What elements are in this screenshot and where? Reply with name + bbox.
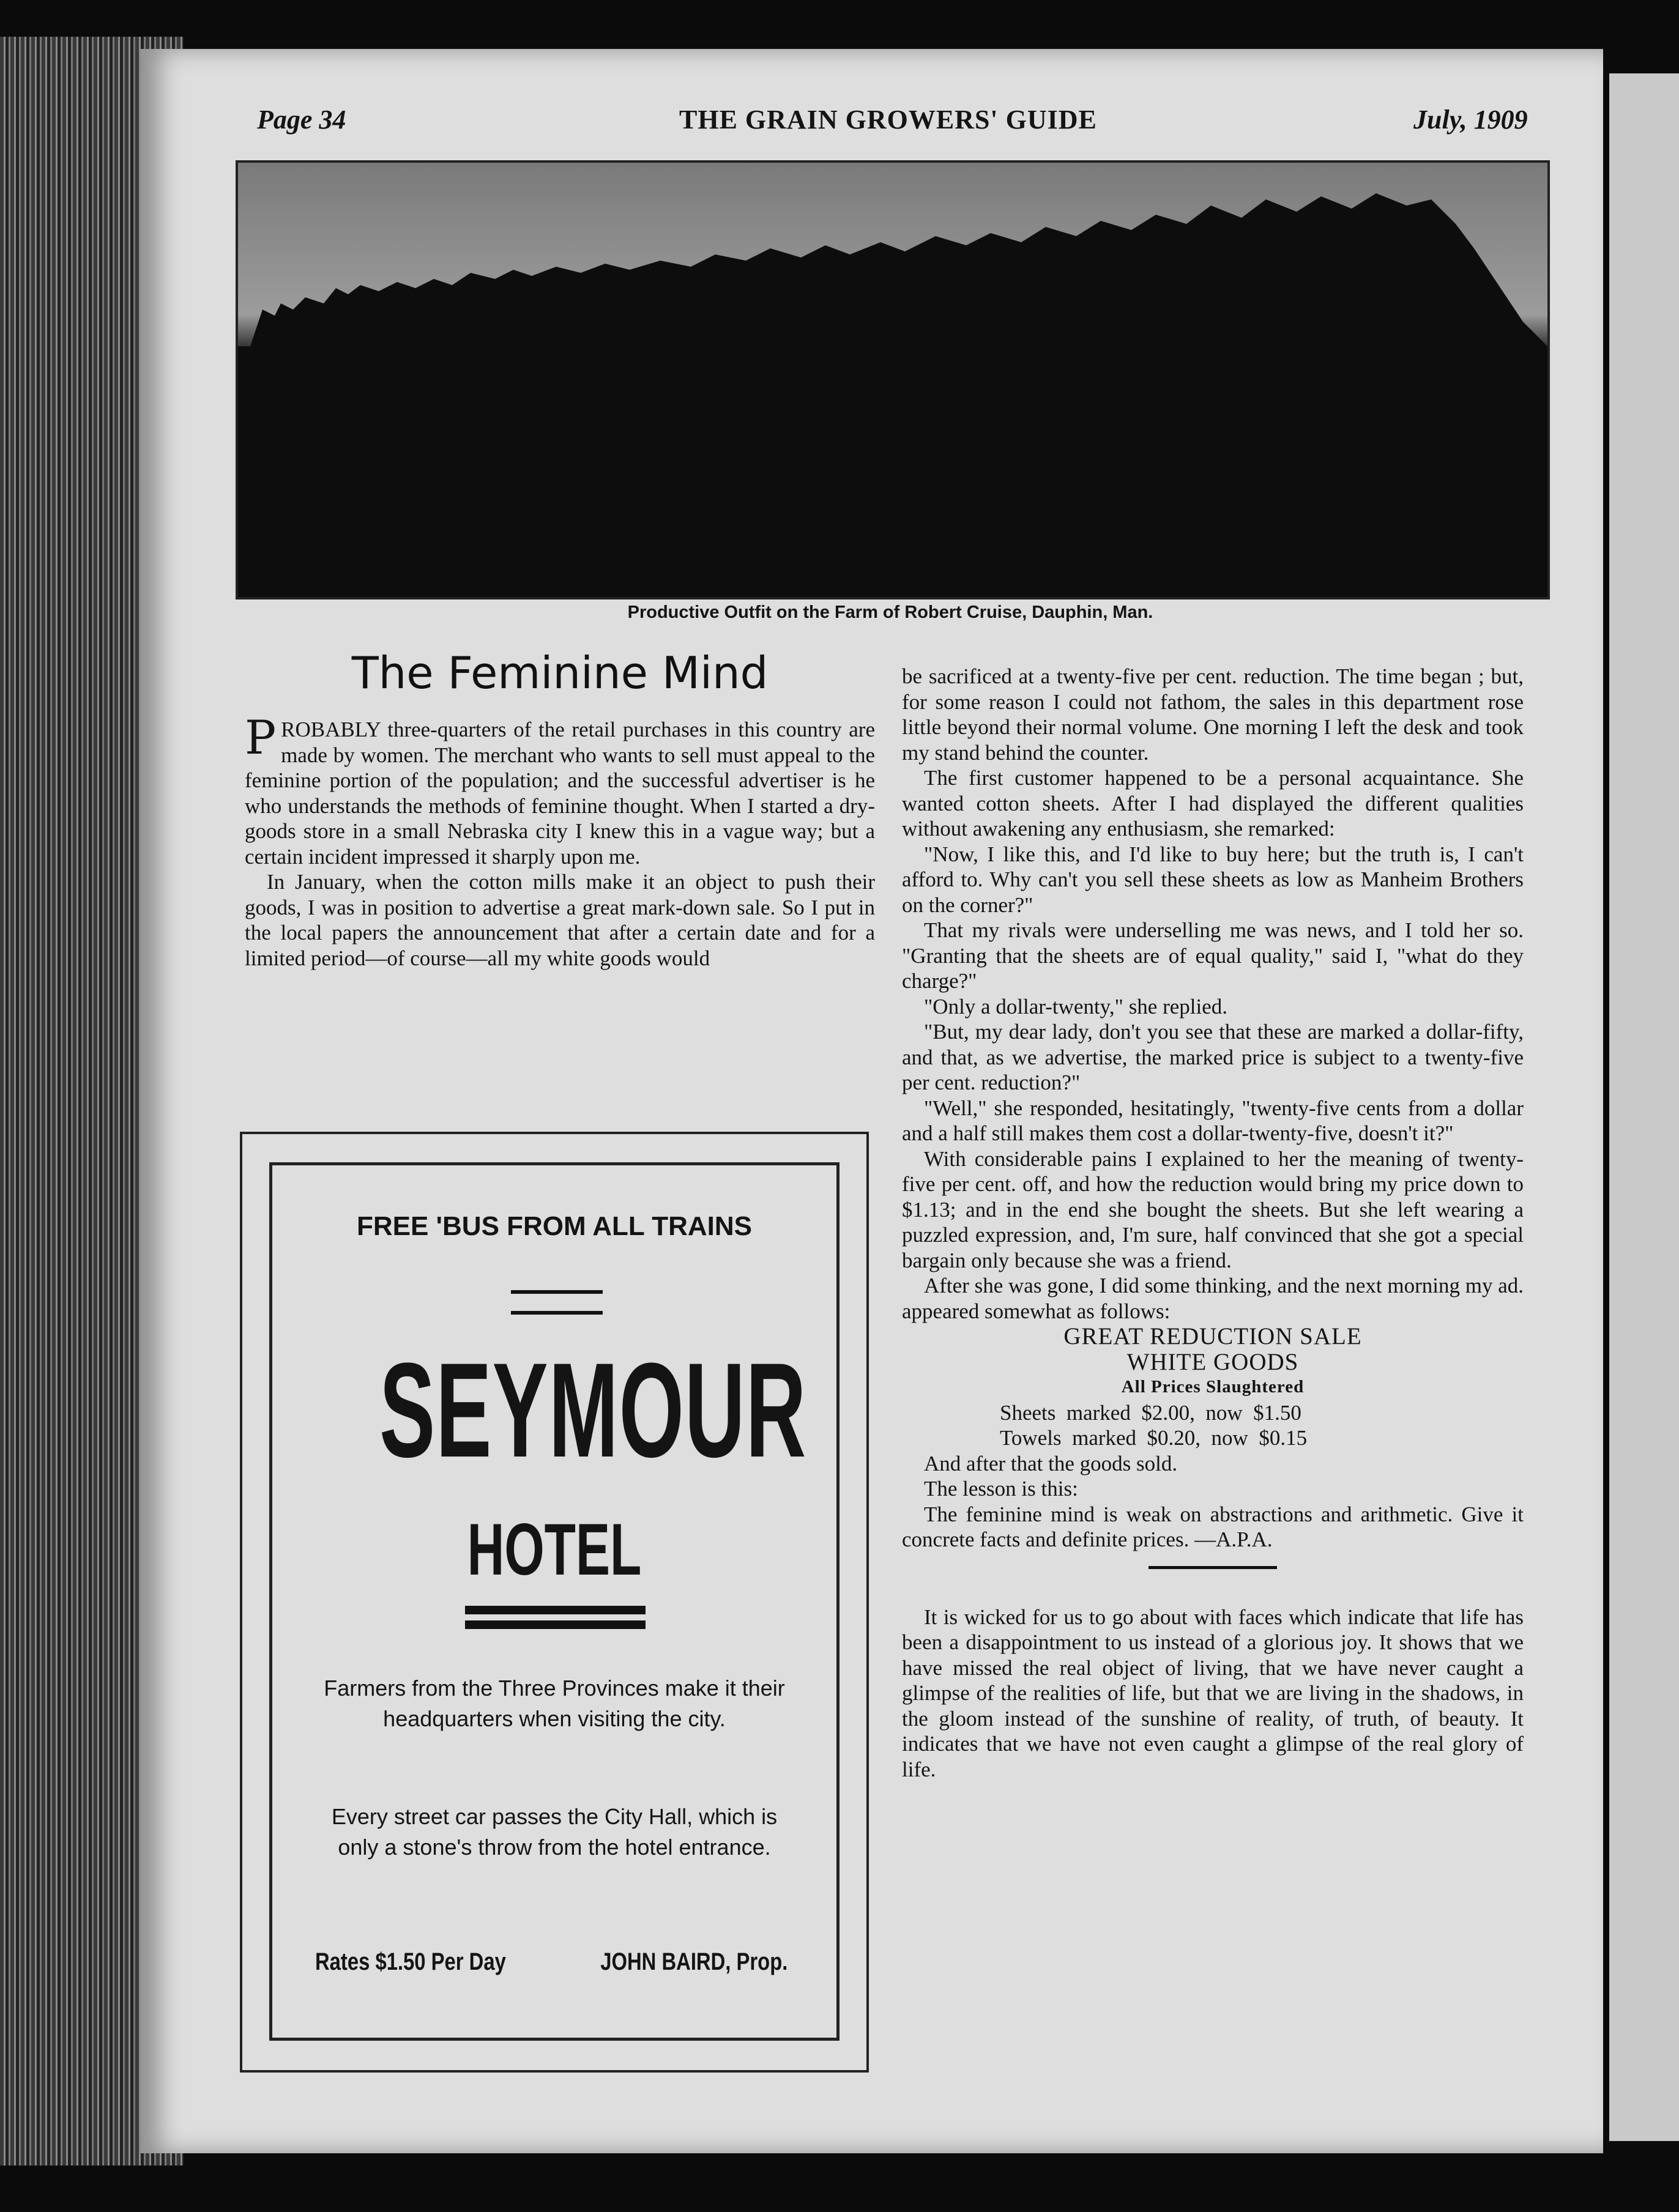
filler-paragraph: It is wicked for us to go about with faces which indicate that life has been a disappointment to us instead of a glorious joy. It shows that we have missed the real object of living, that we have never caught a glimpse of the realities of life, but that we are living in the shadows, in the gloom instead of the sunshine of reality, of truth, of beauty. It indicates that we have not even caught a glimpse of the real glory of life. — [902, 1605, 1524, 1781]
section-divider — [1148, 1566, 1277, 1569]
ad-paragraph-streetcar: Every street car passes the City Hall, which is only a stone's throw from the hotel entrance. — [331, 1804, 778, 1860]
ad-proprietor: JOHN BAIRD, Prop. — [600, 1948, 787, 1975]
article-paragraph: With considerable pains I explained to her the meaning of twenty-five per cent. off, and how the reduction would bring my price down to $1.13; and in the end she bought the sheets. But she left wearing a puzzled expression, and, I'm sure, half convinced that she got a special bargain only because she was a friend. — [902, 1146, 1524, 1272]
sale-tagline: All Prices Slaughtered — [1121, 1377, 1305, 1397]
article-paragraph: The lesson is this: — [924, 1477, 1078, 1501]
publication-title: THE GRAIN GROWERS' GUIDE — [679, 105, 1097, 135]
sale-price-row: Towels marked $0.20, now $0.15 — [1000, 1426, 1308, 1450]
issue-date: July, 1909 — [1413, 105, 1528, 135]
sale-price-row: Sheets marked $2.00, now $1.50 — [1000, 1400, 1301, 1425]
article-paragraph: The first customer happened to be a personal acquaintance. She wanted cotton sheets. After I had displayed the different qualities without awakening any enthusiasm, she remarked: — [902, 766, 1524, 841]
adjacent-page-edge — [1609, 73, 1679, 2141]
ad-hotel-name: SEYMOUR — [379, 1335, 807, 1485]
ad-double-rule — [511, 1290, 603, 1315]
sale-headline: GREAT REDUCTION SALE — [1063, 1323, 1362, 1349]
article-paragraph: "Well," she responded, hesitatingly, "twenty-five cents from a dollar and a half still makes them cost a dollar-twenty-five, doesn't it?" — [902, 1096, 1524, 1145]
farm-photo — [236, 160, 1550, 599]
sale-advert-example — [902, 1324, 1524, 1451]
article-paragraph: The feminine mind is weak on abstractions and arithmetic. Give it concrete facts and definite prices. —A.P.A. — [902, 1502, 1524, 1551]
article-column-2 — [902, 664, 1524, 1782]
ad-heavy-rules — [465, 1606, 646, 1635]
article-paragraph: be sacrificed at a twenty-five per cent. reduction. The time began ; but, for some reason I could not fathom, the sales in this department rose little beyond their normal volume. One morning I left the desk and took my stand behind the counter. — [902, 664, 1524, 765]
article-paragraph: That my rivals were underselling me was news, and I told her so. "Granting that the sheets are of equal quality," said I, "what do they charge?" — [902, 918, 1524, 993]
sale-subheadline: WHITE GOODS — [1126, 1348, 1299, 1375]
drop-cap: P — [245, 710, 277, 765]
ad-paragraph-farmers: Farmers from the Three Provinces make it their headquarters when visiting the city. — [324, 1676, 785, 1731]
article-paragraph: "Now, I like this, and I'd like to buy here; but the truth is, I can't afford to. Why can't you sell these sheets as low as Manheim Brothers on the corner?" — [902, 842, 1524, 917]
article-paragraph — [245, 710, 875, 869]
article-paragraph: "Only a dollar-twenty," she replied. — [924, 994, 1228, 1019]
ad-free-bus-line: FREE 'BUS FROM ALL TRAINS — [356, 1211, 752, 1241]
article-paragraph: And after that the goods sold. — [924, 1451, 1178, 1475]
page-number: Page 34 — [257, 105, 346, 135]
article-column-1 — [245, 710, 875, 971]
ad-hotel-word: HOTEL — [467, 1509, 642, 1590]
article-paragraph: In January, when the cotton mills make it an object to push their goods, I was in position to advertise a great mark-down sale. So I put in the local papers the announcement that after a certain date and for a limited period—of course—all my white goods would — [245, 870, 875, 970]
article-title: The Feminine Mind — [351, 647, 769, 699]
article-paragraph: "But, my dear lady, don't you see that these are marked a dollar-fifty, and that, as we advertise, the marked price is subject to a twenty-five per cent. reduction?" — [902, 1020, 1524, 1094]
photo-caption: Productive Outfit on the Farm of Robert Cruise, Dauphin, Man. — [627, 603, 1153, 622]
ad-rates: Rates $1.50 Per Day — [315, 1948, 506, 1975]
hotel-advertisement — [269, 1162, 840, 2041]
paragraph-text: ROBABLY three-quarters of the retail purchases in this country are made by women. The merchant who wants to sell must appeal to the feminine portion of the population; and the successful advertiser is he who understands the methods of feminine thought. When I started a dry-goods store in a small Nebraska city I knew this in a vague way; but a certain incident impressed it sharply upon me. — [245, 718, 875, 869]
horses-silhouette-image — [238, 163, 1547, 597]
article-paragraph: After she was gone, I did some thinking, and the next morning my ad. appeared somewhat as follows: — [902, 1274, 1524, 1323]
